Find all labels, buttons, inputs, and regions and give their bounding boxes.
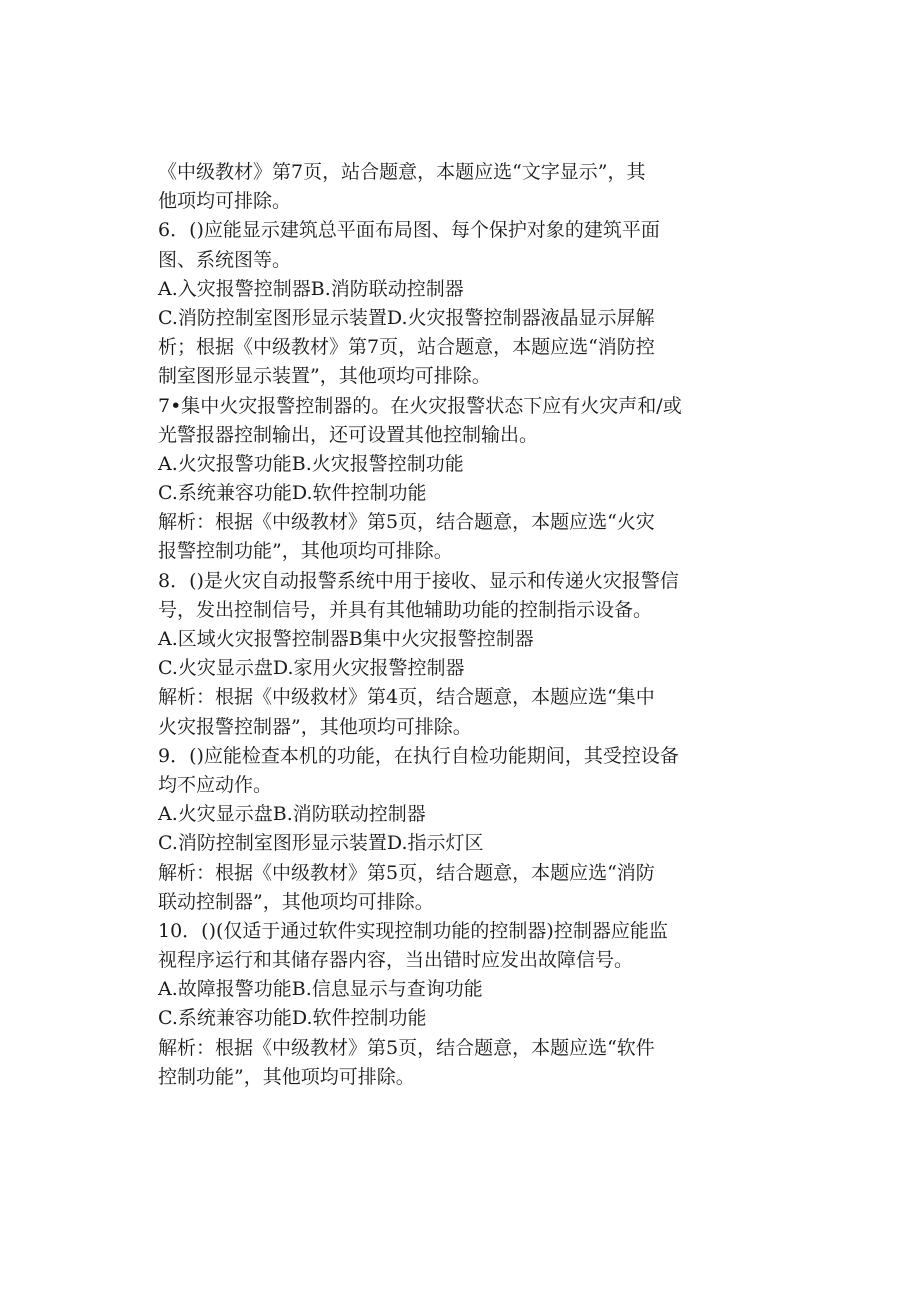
text-line: 均不应动作。 [158, 773, 273, 796]
text-line: 他项均可排除。 [158, 190, 292, 213]
text-line: 图、系统图等。 [158, 248, 292, 271]
explanation-line: 解析：根据《中级教材》第5页，结合题意，本题应选“消防 [158, 861, 655, 884]
explanation-line: 报警控制功能”，其他项均可排除。 [158, 540, 453, 563]
option-line: C.系统兼容功能D.软件控制功能 [158, 1007, 427, 1030]
question-line: 6．()应能显示建筑总平面布局图、每个保护对象的建筑平面 [158, 219, 660, 242]
text-line: 号，发出控制信号，并具有其他辅助功能的控制指示设备。 [158, 598, 653, 621]
explanation-line: 制室图形显示装置”，其他项均可排除。 [158, 365, 491, 388]
explanation-line: 联动控制器”，其他项均可排除。 [158, 890, 434, 913]
explanation-line: 火灾报警控制器”，其他项均可排除。 [158, 715, 472, 738]
option-line: A.入灾报警控制器B.消防联动控制器 [158, 277, 464, 300]
explanation-line: 解析：根据《中级教材》第5页，结合题意，本题应选“火灾 [158, 511, 655, 534]
explanation-line: 解析：根据《中级救材》第4页，结合题意，本题应选“集中 [158, 686, 655, 709]
option-line: C.系统兼容功能D.软件控制功能 [158, 482, 427, 505]
option-line: A.火灾显示盘B.消防联动控制器 [158, 803, 426, 826]
question-line: 10．()(仅适于通过软件实现控制功能的控制器)控制器应能监 [158, 919, 668, 942]
text-line: 《中级教材》第7页，站合题意，本题应选“文字显示”，其 [158, 161, 646, 183]
option-line: C.消防控制室图形显示装置D.指示灯区 [158, 832, 484, 855]
question-line: 8．()是火灾自动报警系统中用于接收、显示和传递火灾报警信 [158, 569, 679, 592]
option-line: A.故障报警功能B.信息显示与查询功能 [158, 978, 483, 1001]
text-line: 光警报器控制输出，还可设置其他控制输出。 [158, 423, 539, 446]
document-page [158, 158, 764, 1092]
option-line: C.火灾显示盘D.家用火灾报警控制器 [158, 657, 465, 680]
question-line: 9．()应能检查本机的功能，在执行自检功能期间，其受控设备 [158, 744, 679, 767]
option-line: A.区域火灾报警控制器B集中火灾报警控制器 [158, 628, 534, 650]
question-line: 7•集中火灾报警控制器的。在火灾报警状态下应有火灾声和/或 [158, 394, 682, 417]
text-line: 视程序运行和其储存器内容，当出错时应发出故障信号。 [158, 949, 634, 972]
explanation-line: 解析：根据《中级教材》第5页，结合题意，本题应选“软件 [158, 1036, 655, 1059]
explanation-line: 控制功能”，其他项均可排除。 [158, 1065, 415, 1088]
explanation-line: 析；根据《中级教材》第7页，站合题意，本题应选“消防控 [158, 336, 655, 359]
option-line: C.消防控制室图形显示装置D.火灾报警控制器液晶显示屏解 [158, 306, 655, 329]
option-line: A.火灾报警功能B.火灾报警控制功能 [158, 452, 464, 475]
